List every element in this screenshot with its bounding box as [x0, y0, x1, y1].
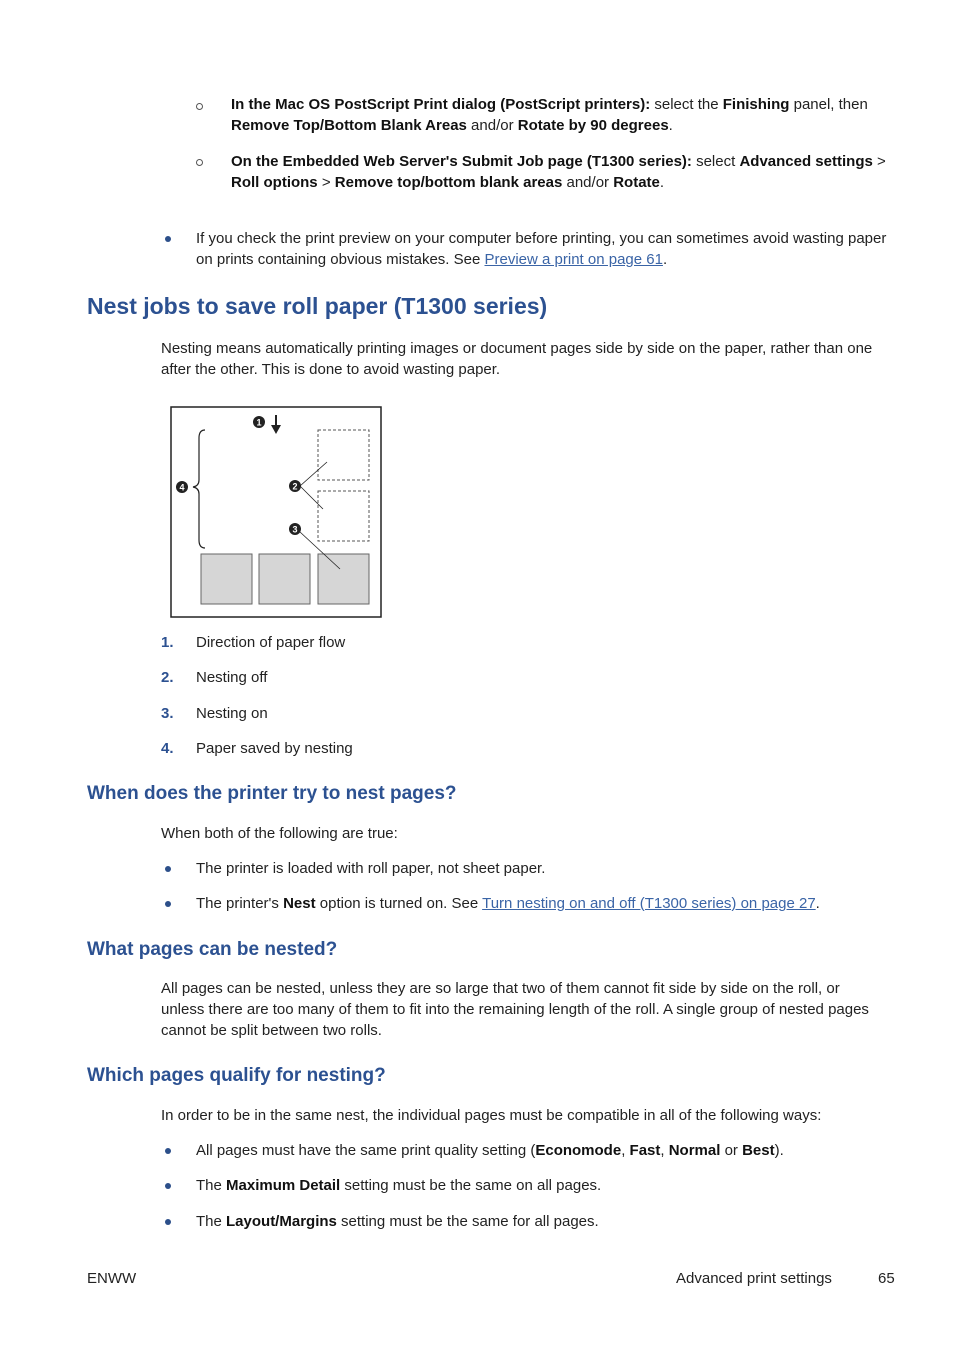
bullet-marker: [165, 1148, 171, 1154]
callout-3: [289, 523, 301, 535]
legend-num-4: 4.: [161, 740, 174, 757]
page-number: 65: [878, 1270, 895, 1287]
bullet-marker: [165, 236, 171, 242]
legend-num-1: 1.: [161, 634, 174, 651]
footer-section: Advanced print settings: [676, 1270, 832, 1287]
preview-link[interactable]: Preview a print on page 61: [484, 251, 663, 268]
bullet-marker: [165, 901, 171, 907]
sub-item-ews: On the Embedded Web Server's Submit Job page (T1300 series): select Advanced settings > Roll options > Remove top/bottom blank areas and/or Rotate.: [231, 153, 886, 191]
nested-page-1: [201, 554, 252, 604]
nesting-figure: [170, 406, 383, 619]
callout-1: [253, 416, 265, 428]
section-title: Nest jobs to save roll paper (T1300 series): [87, 293, 548, 319]
svg-text:3: 3: [292, 524, 298, 535]
when-intro: When both of the following are true:: [161, 825, 398, 842]
nested-page-2: [259, 554, 310, 604]
sub-item-mac-os: In the Mac OS PostScript Print dialog (PostScript printers): select the Finishing panel, then Remove Top/Bottom Blank Areas and/or Rotate by 90 degrees.: [231, 96, 868, 134]
footer-left: ENWW: [87, 1270, 137, 1287]
what-heading: What pages can be nested?: [87, 939, 338, 960]
legend-num-2: 2.: [161, 669, 174, 686]
nesting-link[interactable]: Turn nesting on and off (T1300 series) on page 27: [482, 895, 816, 912]
which-bullet-3: The Layout/Margins setting must be the same for all pages.: [196, 1213, 599, 1230]
legend-text-1: Direction of paper flow: [196, 634, 346, 651]
bullet-marker: [165, 1219, 171, 1225]
callout-4: [176, 481, 188, 493]
svg-text:1: 1: [256, 417, 262, 428]
bullet-marker: [165, 1183, 171, 1189]
when-heading: When does the printer try to nest pages?: [87, 783, 457, 804]
which-heading: Which pages qualify for nesting?: [87, 1065, 386, 1086]
when-bullet-1: The printer is loaded with roll paper, not sheet paper.: [196, 860, 546, 877]
nested-page-3: [318, 554, 369, 604]
bullet-marker: [165, 866, 171, 872]
legend-text-4: Paper saved by nesting: [196, 740, 353, 757]
sub-bullet-marker: [196, 159, 203, 166]
sub-bullet-marker: [196, 103, 203, 110]
legend-num-3: 3.: [161, 705, 174, 722]
legend-text-2: Nesting off: [196, 669, 268, 686]
what-paragraph: All pages can be nested, unless they are so large that two of them cannot fit side by side on the roll, or unless there are too many of them to fit into the remaining length of the roll. A single group of nested pages cannot be split between two rolls.: [161, 980, 869, 1039]
when-bullet-2: The printer's Nest option is turned on. See Turn nesting on and off (T1300 series) on page 27.: [196, 895, 820, 912]
which-bullet-1: All pages must have the same print quality setting (Economode, Fast, Normal or Best).: [196, 1142, 784, 1159]
svg-text:2: 2: [292, 481, 298, 492]
which-intro: In order to be in the same nest, the individual pages must be compatible in all of the following ways:: [161, 1107, 822, 1124]
intro-paragraph: Nesting means automatically printing images or document pages side by side on the paper, rather than one after the other. This is done to avoid wasting paper.: [161, 340, 873, 378]
legend-text-3: Nesting on: [196, 705, 268, 722]
callout-2: [289, 480, 301, 492]
which-bullet-2: The Maximum Detail setting must be the same on all pages.: [196, 1177, 602, 1194]
svg-text:4: 4: [179, 482, 185, 493]
preview-bullet: If you check the print preview on your computer before printing, you can sometimes avoid wasting paper on prints containing obvious mistakes. See Preview a print on page 61.: [196, 230, 887, 268]
